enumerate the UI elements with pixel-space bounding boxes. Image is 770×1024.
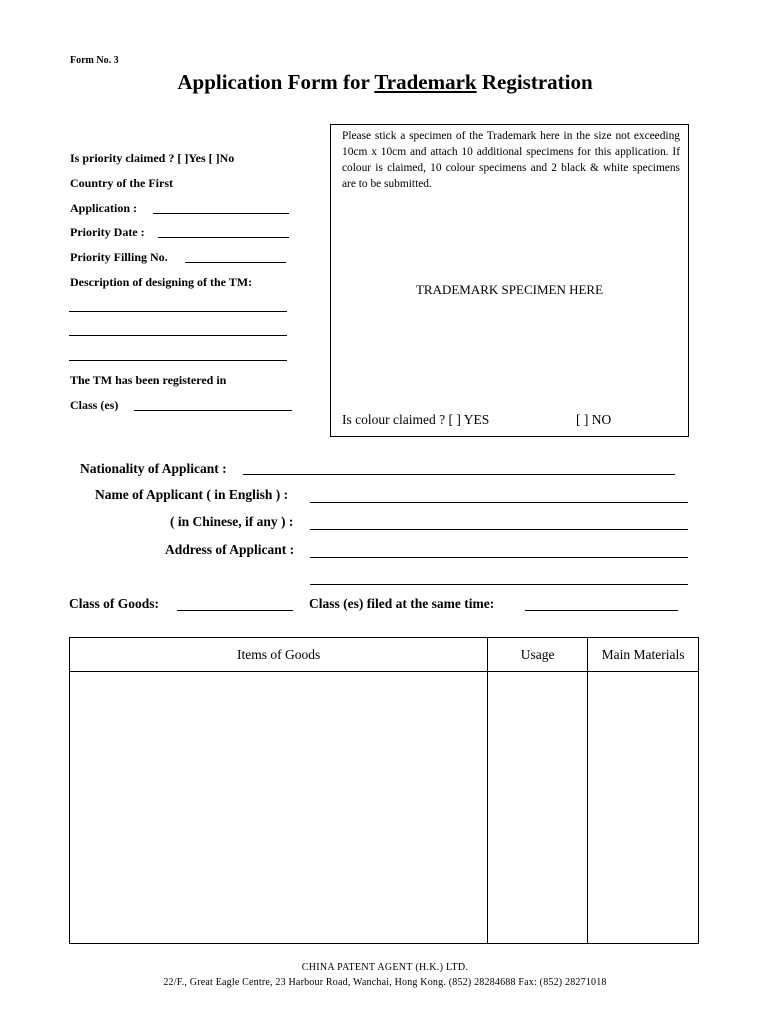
description-line-2[interactable] [69,335,287,336]
colour-claimed-no[interactable]: [ ] NO [576,412,612,427]
name-chinese-field[interactable] [310,529,688,530]
class-of-goods-field[interactable] [177,610,293,611]
page-title [0,70,770,95]
usage-cell[interactable] [488,672,588,944]
address-field-1[interactable] [310,557,688,558]
country-first-label: Country of the First [70,176,173,190]
nationality-label: Nationality of Applicant : [80,461,227,476]
application-label: Application : [70,201,138,215]
class-same-time-label: Class (es) filed at the same time: [309,596,495,611]
class-es-field[interactable] [134,410,292,411]
priority-date-label: Priority Date : [70,225,145,239]
priority-filling-field[interactable] [185,262,286,263]
form-number: Form No. 3 [70,55,119,66]
description-line-1[interactable] [69,311,287,312]
description-line-3[interactable] [69,360,287,361]
name-english-label: Name of Applicant ( in English ) : [95,487,289,502]
footer-address: 22/F., Great Eagle Centre, 23 Harbour Road, Wanchai, Hong Kong. (852) 28284688 Fax: (852) 28271018 [163,977,607,988]
address-field-2[interactable] [310,584,688,585]
header-items-of-goods: Items of Goods [70,638,488,672]
registered-in-label: The TM has been registered in [70,373,227,387]
main-materials-cell[interactable] [588,672,699,944]
colour-claimed-yes[interactable]: Is colour claimed ? [ ] YES [342,412,490,427]
specimen-instructions: Please stick a specimen of the Trademark here in the size not exceeding 10cm x 10cm and attach 10 additional specimens for this application. If colour is claimed, 10 colour specimens and 2 black & white specimens are to be submitted. [342,130,680,190]
nationality-field[interactable] [243,474,675,475]
specimen-placeholder: TRADEMARK SPECIMEN HERE [415,282,604,297]
application-field[interactable] [153,213,289,214]
specimen-box[interactable] [330,124,689,437]
goods-table [69,637,699,944]
footer-company: CHINA PATENT AGENT (H.K.) LTD. [301,962,469,973]
class-same-time-field[interactable] [525,610,678,611]
title-suffix: Registration [476,70,593,94]
priority-date-field[interactable] [158,237,289,238]
header-main-materials: Main Materials [588,638,699,672]
items-of-goods-cell[interactable] [70,672,488,944]
priority-claimed-label: Is priority claimed ? [ ]Yes [ ]No [70,151,235,165]
name-english-field[interactable] [310,502,688,503]
name-chinese-label: ( in Chinese, if any ) : [170,514,294,529]
priority-filling-label: Priority Filling No. [70,250,168,264]
class-es-label: Class (es) [70,398,119,412]
title-underlined-word: Trademark [374,70,477,94]
address-label: Address of Applicant : [165,542,295,557]
header-usage: Usage [488,638,588,672]
title-prefix: Application Form for [177,70,375,94]
goods-table-header [70,638,699,672]
class-of-goods-label: Class of Goods: [69,596,160,611]
description-label: Description of designing of the TM: [70,275,253,289]
table-row [70,672,699,944]
